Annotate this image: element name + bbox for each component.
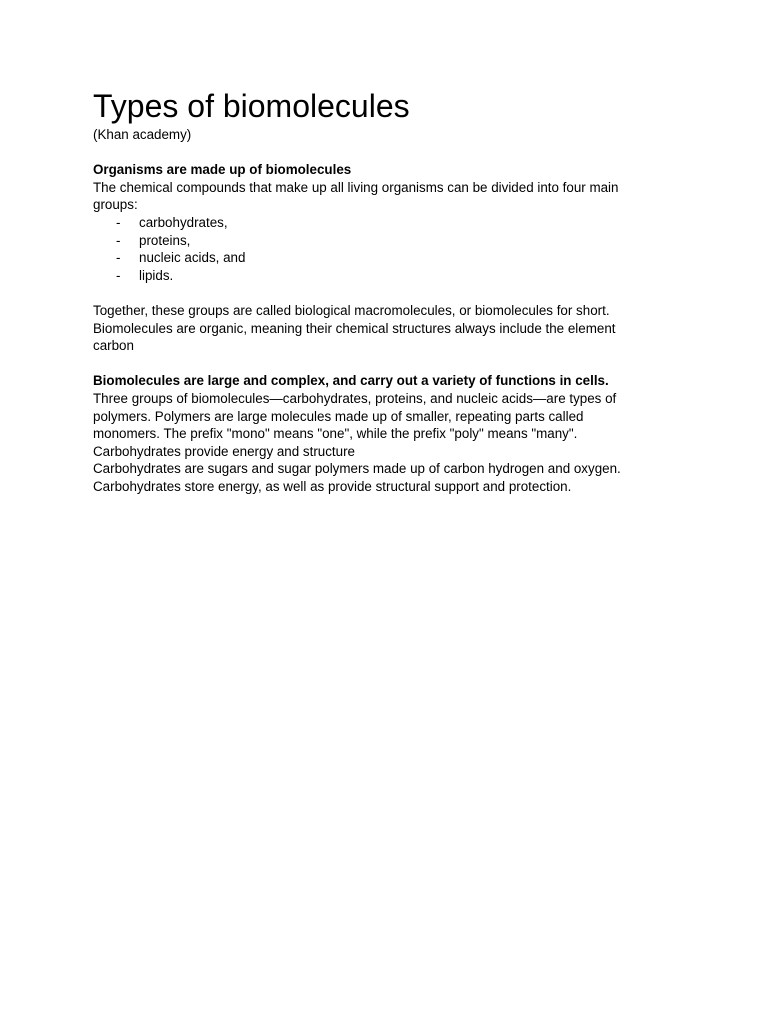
list-item-label: nucleic acids, and xyxy=(139,250,246,266)
document-title: Types of biomolecules xyxy=(93,88,410,124)
list-item xyxy=(93,232,663,250)
document-source: (Khan academy) xyxy=(93,127,192,142)
section2-line5: Carbohydrates are sugars and sugar polymers made up of carbon hydrogen and oxygen. xyxy=(93,461,621,477)
paragraph2-line2: Biomolecules are organic, meaning their chemical structures always include the element xyxy=(93,320,616,336)
section1-intro-line2: groups: xyxy=(93,197,138,213)
list-item-label: proteins, xyxy=(139,232,191,248)
paragraph2-line1: Together, these groups are called biological macromolecules, or biomolecules for short. xyxy=(93,302,610,318)
section2-heading: Biomolecules are large and complex, and carry out a variety of functions in cells. xyxy=(93,373,609,389)
list-item xyxy=(93,249,663,267)
list-item-label: lipids. xyxy=(139,267,174,283)
bullet-marker: - xyxy=(116,232,121,248)
list-item-label: carbohydrates, xyxy=(139,214,228,230)
spacer xyxy=(93,355,663,373)
section1-intro-line1: The chemical compounds that make up all living organisms can be divided into four main xyxy=(93,179,619,195)
section2-line2: polymers. Polymers are large molecules made up of smaller, repeating parts called xyxy=(93,408,584,424)
document-page xyxy=(93,88,663,495)
section2-line4: Carbohydrates provide energy and structure xyxy=(93,443,356,459)
paragraph2-line3: carbon xyxy=(93,338,134,354)
list-item xyxy=(93,214,663,232)
section2-line1: Three groups of biomolecules—carbohydrates, proteins, and nucleic acids—are types of xyxy=(93,390,617,406)
section2-line3: monomers. The prefix "mono" means "one", while the prefix "poly" means "many". xyxy=(93,426,578,442)
list-item xyxy=(93,267,663,285)
biomolecule-group-list xyxy=(93,214,663,284)
spacer xyxy=(93,144,663,162)
bullet-marker: - xyxy=(116,214,121,230)
bullet-marker: - xyxy=(116,250,121,266)
section2-line6: Carbohydrates store energy, as well as provide structural support and protection. xyxy=(93,478,572,494)
spacer xyxy=(93,284,663,302)
section1-heading: Organisms are made up of biomolecules xyxy=(93,162,352,178)
bullet-marker: - xyxy=(116,267,121,283)
